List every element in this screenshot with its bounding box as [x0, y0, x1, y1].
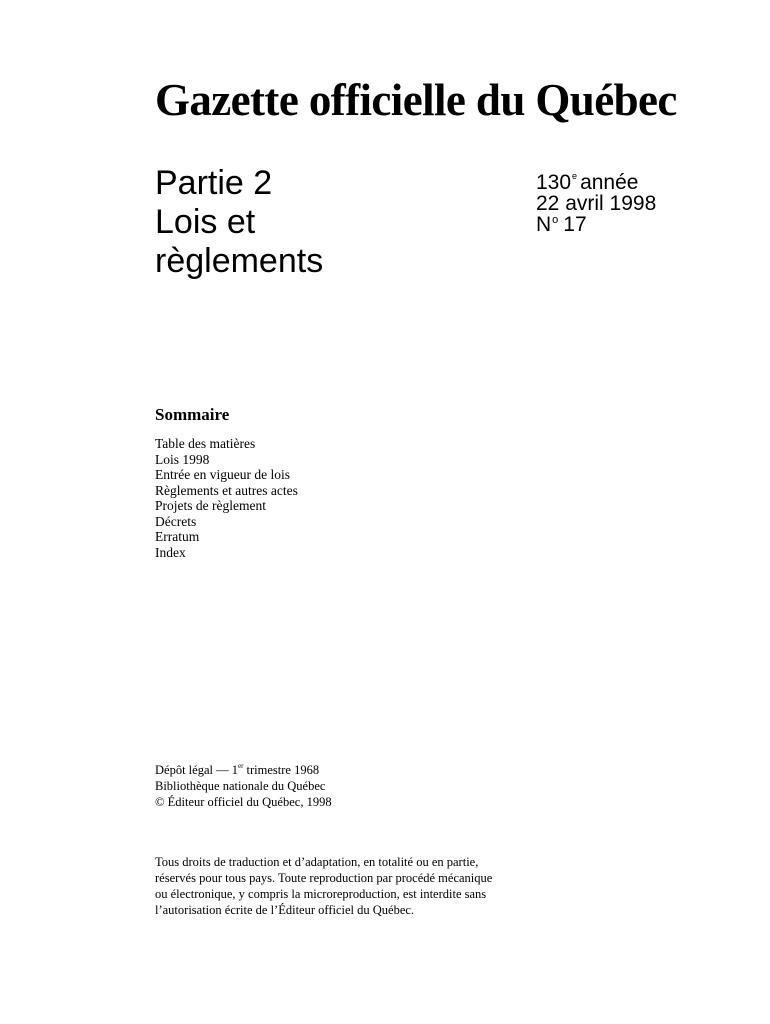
legal-deposit-block — [155, 762, 332, 810]
issue-number-sup: o — [552, 214, 559, 226]
legal-library: Bibliothèque nationale du Québec — [155, 779, 326, 793]
summary-item: Erratum — [155, 529, 200, 544]
part-number: Partie 2 — [155, 164, 273, 202]
issue-year-word: année — [580, 171, 639, 194]
part-title-line-1: Lois et — [155, 203, 256, 241]
issue-year-sup: e — [572, 171, 578, 181]
rights-line: réservés pour tous pays. Toute reproduction par procédé mécanique — [155, 871, 493, 885]
summary-item: Décrets — [155, 513, 197, 529]
gazette-title: Gazette officielle du Québec — [155, 75, 677, 125]
legal-deposit-sup: er — [237, 762, 244, 770]
legal-deposit-suffix: trimestre 1968 — [243, 763, 320, 777]
rights-line: Tous droits de traduction et d’adaptation, en totalité ou en partie, — [155, 855, 479, 869]
issue-number-prefix: N — [536, 213, 552, 236]
issue-year — [536, 172, 656, 193]
summary-list — [155, 436, 298, 560]
summary-item: Index — [155, 544, 186, 560]
summary-item: Lois 1998 — [155, 451, 210, 467]
issue-date: 22 avril 1998 — [536, 192, 657, 215]
issue-number-line — [536, 214, 656, 235]
part-heading — [155, 164, 323, 281]
summary-item: Projets de règlement — [155, 498, 266, 513]
issue-year-number: 130 — [536, 171, 572, 194]
summary-item: Entrée en vigueur de lois — [155, 467, 290, 482]
issue-info — [536, 172, 656, 235]
summary-item: Règlements et autres actes — [155, 482, 298, 498]
rights-line: ou électronique, y compris la microreproduction, est interdite sans — [155, 887, 487, 901]
summary-title: Sommaire — [155, 405, 230, 424]
issue-number: 17 — [563, 213, 587, 236]
legal-copyright: © Éditeur officiel du Québec, 1998 — [155, 795, 332, 809]
legal-deposit-prefix: Dépôt légal — 1 — [155, 763, 238, 777]
legal-deposit-line — [155, 762, 332, 778]
rights-line: l’autorisation écrite de l’Éditeur officiel du Québec. — [155, 903, 415, 917]
part-title-line-2: règlements — [155, 242, 324, 280]
rights-notice — [155, 854, 525, 918]
summary-item: Table des matières — [155, 436, 256, 451]
